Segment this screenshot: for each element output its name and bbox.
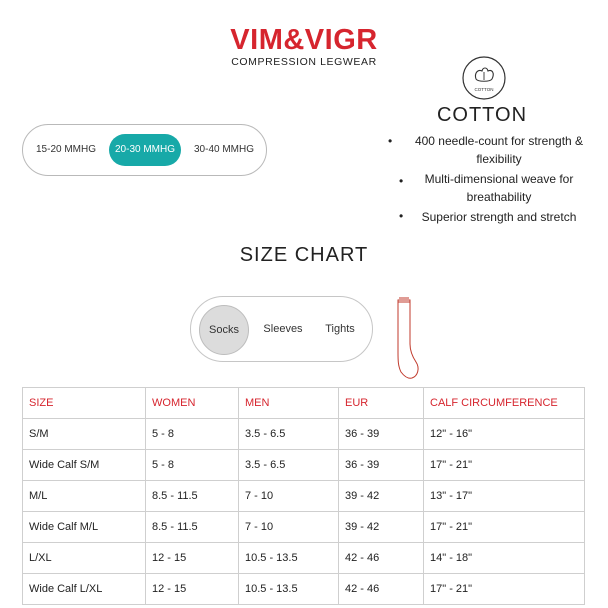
garment-option-tights[interactable]: Tights xyxy=(325,323,355,335)
table-row xyxy=(23,481,585,512)
table-row xyxy=(23,512,585,543)
header-eur: EUR xyxy=(339,388,424,419)
compression-level-selector xyxy=(22,124,267,176)
cell-eur: 42 - 46 xyxy=(339,543,424,574)
feature-text: Multi-dimensional weave for breathability xyxy=(424,172,574,204)
cell-size: Wide Calf L/XL xyxy=(23,574,146,605)
cell-women: 5 - 8 xyxy=(146,419,239,450)
pressure-option-20-30[interactable]: 20-30 MMHG xyxy=(109,134,181,166)
size-chart-title: SIZE CHART xyxy=(239,244,369,266)
cell-women: 12 - 15 xyxy=(146,543,239,574)
bullet-icon: • xyxy=(399,174,404,188)
feature-item xyxy=(386,208,598,226)
cell-calf: 14" - 18" xyxy=(424,543,585,574)
cell-size: S/M xyxy=(23,419,146,450)
material-features xyxy=(386,132,598,228)
cell-size: L/XL xyxy=(23,543,146,574)
header-size: SIZE xyxy=(23,388,146,419)
cotton-icon xyxy=(461,55,507,101)
cell-men: 10.5 - 13.5 xyxy=(239,543,339,574)
table-row xyxy=(23,419,585,450)
brand-logo xyxy=(0,24,608,68)
cell-women: 8.5 - 11.5 xyxy=(146,481,239,512)
garment-option-socks[interactable]: Socks xyxy=(199,305,249,355)
header-women: WOMEN xyxy=(146,388,239,419)
table-row xyxy=(23,574,585,605)
table-header-row xyxy=(23,388,585,419)
garment-option-sleeves[interactable]: Sleeves xyxy=(263,323,303,335)
sock-icon xyxy=(386,294,422,384)
feature-item xyxy=(386,170,598,206)
cell-women: 5 - 8 xyxy=(146,450,239,481)
cell-men: 3.5 - 6.5 xyxy=(239,419,339,450)
cell-calf: 17" - 21" xyxy=(424,574,585,605)
cell-eur: 36 - 39 xyxy=(339,450,424,481)
size-chart-table xyxy=(22,387,585,605)
header-men: MEN xyxy=(239,388,339,419)
bullet-icon: • xyxy=(388,134,393,148)
cell-men: 7 - 10 xyxy=(239,481,339,512)
cell-men: 3.5 - 6.5 xyxy=(239,450,339,481)
feature-item xyxy=(386,132,598,168)
material-title: COTTON xyxy=(436,104,528,126)
pressure-option-15-20[interactable]: 15-20 MMHG xyxy=(35,144,96,155)
cell-eur: 42 - 46 xyxy=(339,574,424,605)
cell-calf: 12" - 16" xyxy=(424,419,585,450)
pressure-option-30-40[interactable]: 30-40 MMHG xyxy=(193,144,254,155)
cell-size: M/L xyxy=(23,481,146,512)
brand-name: VIM&VIGR xyxy=(230,24,378,56)
cell-eur: 39 - 42 xyxy=(339,512,424,543)
bullet-icon: • xyxy=(399,209,404,223)
table-row xyxy=(23,543,585,574)
cell-calf: 17" - 21" xyxy=(424,512,585,543)
cell-women: 8.5 - 11.5 xyxy=(146,512,239,543)
cotton-icon-label: COTTON xyxy=(474,87,494,92)
cell-calf: 13" - 17" xyxy=(424,481,585,512)
cell-women: 12 - 15 xyxy=(146,574,239,605)
table-row xyxy=(23,450,585,481)
cell-calf: 17" - 21" xyxy=(424,450,585,481)
cell-size: Wide Calf M/L xyxy=(23,512,146,543)
feature-text: 400 needle-count for strength & flexibility xyxy=(414,134,584,166)
garment-type-selector xyxy=(190,296,373,362)
cell-size: Wide Calf S/M xyxy=(23,450,146,481)
brand-tagline: COMPRESSION LEGWEAR xyxy=(231,56,377,68)
cell-men: 7 - 10 xyxy=(239,512,339,543)
header-calf: CALF CIRCUMFERENCE xyxy=(424,388,585,419)
cell-men: 10.5 - 13.5 xyxy=(239,574,339,605)
feature-text: Superior strength and stretch xyxy=(421,210,577,224)
cell-eur: 39 - 42 xyxy=(339,481,424,512)
cell-eur: 36 - 39 xyxy=(339,419,424,450)
